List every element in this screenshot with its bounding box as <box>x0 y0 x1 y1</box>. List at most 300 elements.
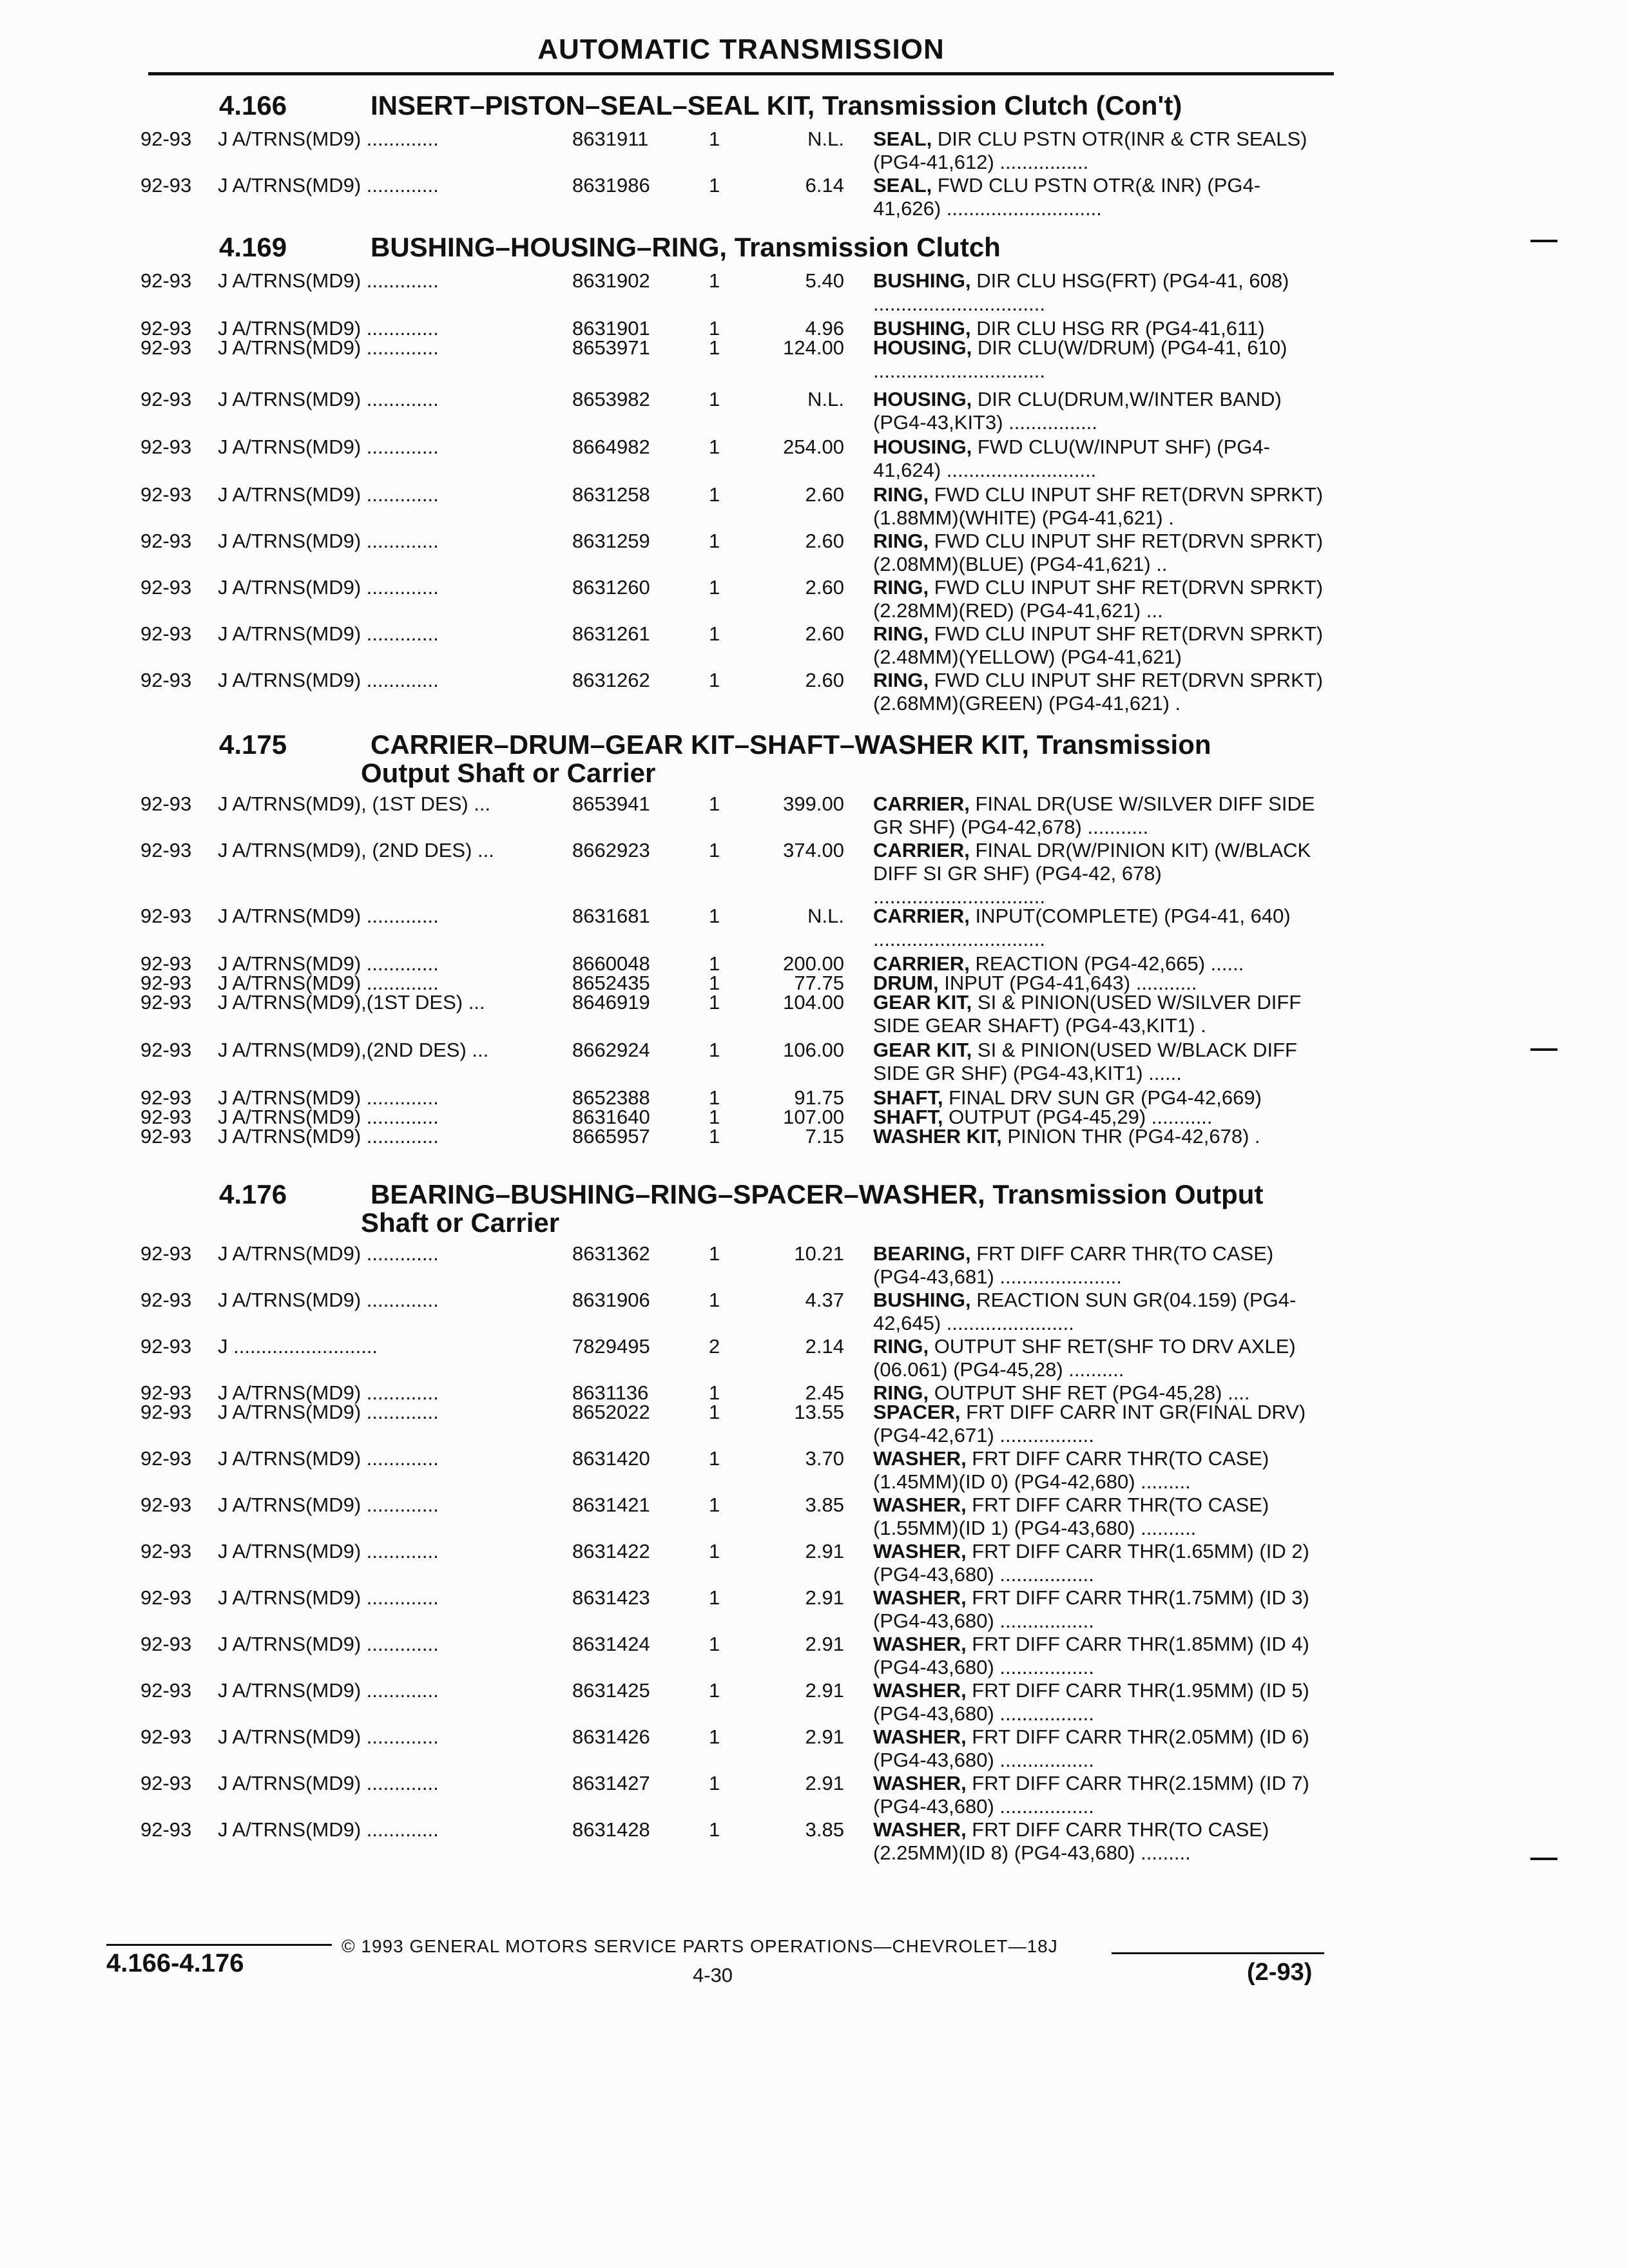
model-usage: J A/TRNS(MD9) ............. <box>218 1540 439 1562</box>
model-usage: J A/TRNS(MD9) ............. <box>218 530 439 552</box>
description <box>873 1586 1324 1633</box>
part-number: 8631906 <box>572 1289 650 1311</box>
description-keyword: WASHER, <box>873 1540 967 1562</box>
description-text: OUTPUT (PG4-45,29) ........... <box>943 1106 1213 1128</box>
quantity: 1 <box>709 483 720 506</box>
model-usage: J A/TRNS(MD9) ............. <box>218 1106 439 1128</box>
quantity: 1 <box>709 1401 720 1423</box>
description <box>873 1447 1324 1494</box>
description-keyword: RING, <box>873 1381 929 1404</box>
description-keyword: BUSHING, <box>873 317 971 340</box>
footer-copyright: © 1993 GENERAL MOTORS SERVICE PARTS OPERATIONS—CHEVROLET—18J <box>342 1936 1058 1956</box>
description <box>873 669 1324 715</box>
quantity: 1 <box>709 1086 720 1109</box>
description-text: FRT DIFF CARR THR(1.95MM) (ID 5) (PG4-43,680) ................. <box>873 1679 1309 1725</box>
model-year: 92-93 <box>140 269 192 292</box>
model-usage: J A/TRNS(MD9) ............. <box>218 1818 439 1841</box>
description-keyword: WASHER, <box>873 1447 967 1470</box>
price: 2.91 <box>805 1586 844 1609</box>
description-keyword: GEAR KIT, <box>873 991 972 1014</box>
description <box>873 128 1324 174</box>
footer-revision: (2-93) <box>1247 1959 1313 1986</box>
model-usage: J A/TRNS(MD9) ............. <box>218 972 439 994</box>
part-number: 8631681 <box>572 905 650 927</box>
part-number: 8631260 <box>572 576 650 599</box>
description <box>873 839 1324 908</box>
model-usage: J A/TRNS(MD9),(1ST DES) ... <box>218 991 485 1014</box>
description <box>873 1335 1324 1381</box>
quantity: 1 <box>709 1494 720 1516</box>
price: 2.60 <box>805 622 844 645</box>
footer-rule <box>106 1944 332 1946</box>
model-usage: J A/TRNS(MD9) ............. <box>218 669 439 691</box>
model-year: 92-93 <box>140 1540 192 1562</box>
description-keyword: BEARING, <box>873 1242 971 1265</box>
description-text: FWD CLU INPUT SHF RET(DRVN SPRKT)(2.28MM)(RED) (PG4-41,621) ... <box>873 576 1324 622</box>
model-year: 92-93 <box>140 1335 192 1358</box>
part-number: 8631640 <box>572 1106 650 1128</box>
price: 2.91 <box>805 1725 844 1748</box>
quantity: 1 <box>709 839 720 861</box>
model-year: 92-93 <box>140 793 192 815</box>
price: 2.60 <box>805 483 844 506</box>
section-title: BUSHING–HOUSING–RING, Transmission Clutch <box>371 232 1001 262</box>
quantity: 1 <box>709 1289 720 1311</box>
model-usage: J A/TRNS(MD9) ............. <box>218 1242 439 1265</box>
quantity: 1 <box>709 1540 720 1562</box>
price: 399.00 <box>783 793 844 815</box>
model-usage: J A/TRNS(MD9) ............. <box>218 1772 439 1794</box>
description-text: FRT DIFF CARR INT GR(FINAL DRV) (PG4-42,671) ................. <box>873 1401 1306 1446</box>
description-keyword: WASHER, <box>873 1494 967 1516</box>
description <box>873 336 1324 383</box>
quantity: 1 <box>709 530 720 552</box>
part-number: 8653971 <box>572 336 650 359</box>
quantity: 1 <box>709 669 720 691</box>
part-number: 8631901 <box>572 317 650 340</box>
description-text: FRT DIFF CARR THR(TO CASE) (2.25MM)(ID 8) (PG4-43,680) ......... <box>873 1818 1269 1864</box>
price: 3.70 <box>805 1447 844 1470</box>
description-text: FWD CLU PSTN OTR(& INR) (PG4-41,626) ............................ <box>873 174 1261 220</box>
quantity: 1 <box>709 1818 720 1841</box>
price: 3.85 <box>805 1494 844 1516</box>
model-usage: J A/TRNS(MD9) ............. <box>218 1289 439 1311</box>
model-year: 92-93 <box>140 1401 192 1423</box>
description-keyword: CARRIER, <box>873 952 970 975</box>
model-usage: J A/TRNS(MD9) ............. <box>218 1494 439 1516</box>
quantity: 1 <box>709 1125 720 1148</box>
footer-section-range: 4.166-4.176 <box>106 1949 244 1977</box>
model-usage: J A/TRNS(MD9) ............. <box>218 388 439 410</box>
description <box>873 1679 1324 1725</box>
part-number: 8631911 <box>572 128 649 150</box>
model-year: 92-93 <box>140 972 192 994</box>
model-year: 92-93 <box>140 991 192 1014</box>
part-number: 8631427 <box>572 1772 650 1794</box>
model-usage: J A/TRNS(MD9) ............. <box>218 952 439 975</box>
model-year: 92-93 <box>140 905 192 927</box>
part-number: 8652388 <box>572 1086 650 1109</box>
section-number: 4.166 <box>219 90 287 120</box>
part-number: 8631136 <box>572 1381 649 1404</box>
part-number: 8631423 <box>572 1586 650 1609</box>
section-title: CARRIER–DRUM–GEAR KIT–SHAFT–WASHER KIT, Transmission <box>371 729 1211 760</box>
model-year: 92-93 <box>140 128 192 150</box>
section-subtitle: Output Shaft or Carrier <box>361 758 656 788</box>
model-year: 92-93 <box>140 1725 192 1748</box>
price: N.L. <box>807 905 844 927</box>
description-keyword: GEAR KIT, <box>873 1039 972 1061</box>
footer-rule <box>1112 1952 1324 1954</box>
model-usage: J A/TRNS(MD9) ............. <box>218 336 439 359</box>
part-number: 8631424 <box>572 1633 650 1655</box>
description-text: FWD CLU INPUT SHF RET(DRVN SPRKT)(2.68MM)(GREEN) (PG4-41,621) . <box>873 669 1324 715</box>
description-text: OUTPUT SHF RET (PG4-45,28) .... <box>929 1381 1250 1404</box>
quantity: 1 <box>709 1242 720 1265</box>
model-year: 92-93 <box>140 576 192 599</box>
model-year: 92-93 <box>140 336 192 359</box>
part-number: 8631426 <box>572 1725 650 1748</box>
description-text: FRT DIFF CARR THR(1.75MM) (ID 3) (PG4-43,680) ................. <box>873 1586 1309 1632</box>
quantity: 1 <box>709 1725 720 1748</box>
description-keyword: HOUSING, <box>873 388 972 410</box>
description <box>873 530 1324 576</box>
description-keyword: SEAL, <box>873 174 932 197</box>
price: 91.75 <box>794 1086 844 1109</box>
part-number: 8652022 <box>572 1401 650 1423</box>
model-year: 92-93 <box>140 622 192 645</box>
page-title: AUTOMATIC TRANSMISSION <box>537 34 945 65</box>
section-title: INSERT–PISTON–SEAL–SEAL KIT, Transmission Clutch (Con't) <box>371 90 1182 120</box>
part-number: 7829495 <box>572 1335 650 1358</box>
quantity: 1 <box>709 952 720 975</box>
description-keyword: SEAL, <box>873 128 932 150</box>
quantity: 1 <box>709 576 720 599</box>
quantity: 1 <box>709 972 720 994</box>
description <box>873 576 1324 622</box>
model-year: 92-93 <box>140 1586 192 1609</box>
part-number: 8631902 <box>572 269 650 292</box>
section-number: 4.169 <box>219 232 287 262</box>
description-text: FINAL DRV SUN GR (PG4-42,669) <box>943 1086 1262 1109</box>
part-number: 8653982 <box>572 388 650 410</box>
model-usage: J A/TRNS(MD9) ............. <box>218 436 439 458</box>
description-text: FRT DIFF CARR THR(2.05MM) (ID 6) (PG4-43,680) ................. <box>873 1725 1309 1771</box>
part-number: 8631428 <box>572 1818 650 1841</box>
part-number: 8631425 <box>572 1679 650 1702</box>
model-year: 92-93 <box>140 1381 192 1404</box>
model-year: 92-93 <box>140 1494 192 1516</box>
description-text: PINION THR (PG4-42,678) . <box>1001 1125 1260 1148</box>
footer-page-number: 4-30 <box>693 1964 733 1986</box>
model-year: 92-93 <box>140 1633 192 1655</box>
description <box>873 905 1324 951</box>
model-usage: J A/TRNS(MD9) ............. <box>218 1725 439 1748</box>
price: N.L. <box>807 128 844 150</box>
description-keyword: RING, <box>873 1335 929 1358</box>
description <box>873 622 1324 669</box>
description-keyword: HOUSING, <box>873 436 972 458</box>
model-usage: J A/TRNS(MD9) ............. <box>218 1679 439 1702</box>
description-keyword: DRUM, <box>873 972 939 994</box>
model-usage: J A/TRNS(MD9) ............. <box>218 1125 439 1148</box>
margin-tick <box>1530 1048 1557 1051</box>
price: 7.15 <box>805 1125 844 1148</box>
description <box>873 1401 1324 1447</box>
quantity: 1 <box>709 269 720 292</box>
description-keyword: CARRIER, <box>873 905 970 927</box>
description-text: DIR CLU HSG RR (PG4-41,611) <box>970 317 1265 340</box>
model-year: 92-93 <box>140 1039 192 1061</box>
model-year: 92-93 <box>140 1289 192 1311</box>
description-text: FWD CLU INPUT SHF RET(DRVN SPRKT)(1.88MM)(WHITE) (PG4-41,621) . <box>873 483 1324 529</box>
description-text: DIR CLU PSTN OTR(INR & CTR SEALS) (PG4-41,612) ................ <box>873 128 1307 173</box>
model-year: 92-93 <box>140 174 192 197</box>
model-usage: J A/TRNS(MD9) ............. <box>218 269 439 292</box>
price: 124.00 <box>783 336 844 359</box>
description <box>873 1633 1324 1679</box>
description-keyword: SPACER, <box>873 1401 961 1423</box>
quantity: 1 <box>709 436 720 458</box>
part-number: 8646919 <box>572 991 650 1014</box>
quantity: 1 <box>709 1039 720 1061</box>
description-text: SI & PINION(USED W/SILVER DIFF SIDE GEAR SHAFT) (PG4-43,KIT1) . <box>873 991 1302 1037</box>
model-usage: J A/TRNS(MD9) ............. <box>218 128 439 150</box>
price: 107.00 <box>783 1106 844 1128</box>
header-rule <box>148 72 1334 75</box>
quantity: 1 <box>709 1633 720 1655</box>
description-keyword: RING, <box>873 483 929 506</box>
description-keyword: RING, <box>873 530 929 552</box>
section-number: 4.175 <box>219 729 287 760</box>
model-year: 92-93 <box>140 1086 192 1109</box>
model-year: 92-93 <box>140 530 192 552</box>
quantity: 1 <box>709 1679 720 1702</box>
model-usage: J A/TRNS(MD9) ............. <box>218 1086 439 1109</box>
description <box>873 991 1324 1037</box>
description-keyword: WASHER KIT, <box>873 1125 1002 1148</box>
description-keyword: WASHER, <box>873 1725 967 1748</box>
description-text: FRT DIFF CARR THR(1.85MM) (ID 4) (PG4-43,680) ................. <box>873 1633 1309 1678</box>
description-keyword: CARRIER, <box>873 793 970 815</box>
description <box>873 1725 1324 1772</box>
model-year: 92-93 <box>140 317 192 340</box>
description <box>873 1540 1324 1586</box>
price: 200.00 <box>783 952 844 975</box>
part-number: 8662924 <box>572 1039 650 1061</box>
price: 106.00 <box>783 1039 844 1061</box>
model-usage: J A/TRNS(MD9) ............. <box>218 317 439 340</box>
part-number: 8652435 <box>572 972 650 994</box>
description-keyword: BUSHING, <box>873 1289 971 1311</box>
part-number: 8631262 <box>572 669 650 691</box>
quantity: 1 <box>709 336 720 359</box>
description-text: FINAL DR(USE W/SILVER DIFF SIDE GR SHF) (PG4-42,678) ........... <box>873 793 1315 838</box>
description-keyword: RING, <box>873 669 929 691</box>
description-keyword: WASHER, <box>873 1772 967 1794</box>
price: 2.91 <box>805 1540 844 1562</box>
margin-tick <box>1530 1858 1557 1860</box>
margin-tick <box>1530 240 1557 242</box>
model-year: 92-93 <box>140 1447 192 1470</box>
price: 2.91 <box>805 1633 844 1655</box>
section-title: BEARING–BUSHING–RING–SPACER–WASHER, Transmission Output <box>371 1179 1264 1209</box>
description-text: OUTPUT SHF RET(SHF TO DRV AXLE)(06.061) (PG4-45,28) .......... <box>873 1335 1296 1381</box>
quantity: 1 <box>709 991 720 1014</box>
part-number: 8664982 <box>572 436 650 458</box>
description-text: FRT DIFF CARR THR(TO CASE) (1.55MM)(ID 1) (PG4-43,680) .......... <box>873 1494 1269 1539</box>
model-usage: J A/TRNS(MD9) ............. <box>218 905 439 927</box>
model-usage: J A/TRNS(MD9) ............. <box>218 1633 439 1655</box>
description-keyword: SHAFT, <box>873 1086 943 1109</box>
model-year: 92-93 <box>140 1106 192 1128</box>
part-number: 8631362 <box>572 1242 650 1265</box>
description-text: FRT DIFF CARR THR(1.65MM) (ID 2) (PG4-43,680) ................. <box>873 1540 1309 1586</box>
part-number: 8631422 <box>572 1540 650 1562</box>
description-text: SI & PINION(USED W/BLACK DIFF SIDE GR SHF) (PG4-43,KIT1) ...... <box>873 1039 1297 1084</box>
model-year: 92-93 <box>140 483 192 506</box>
model-usage: J A/TRNS(MD9) ............. <box>218 1381 439 1404</box>
part-number: 8631261 <box>572 622 650 645</box>
description <box>873 483 1324 530</box>
description-text: FWD CLU INPUT SHF RET(DRVN SPRKT)(2.08MM)(BLUE) (PG4-41,621) .. <box>873 530 1324 575</box>
quantity: 1 <box>709 388 720 410</box>
description-text: FRT DIFF CARR THR(2.15MM) (ID 7) (PG4-43,680) ................. <box>873 1772 1309 1818</box>
price: 77.75 <box>794 972 844 994</box>
quantity: 1 <box>709 622 720 645</box>
price: 2.60 <box>805 669 844 691</box>
model-usage: J A/TRNS(MD9), (1ST DES) ... <box>218 793 491 815</box>
price: 2.14 <box>805 1335 844 1358</box>
price: 2.91 <box>805 1772 844 1794</box>
description <box>873 793 1324 839</box>
quantity: 1 <box>709 174 720 197</box>
description <box>873 1772 1324 1818</box>
model-usage: J A/TRNS(MD9),(2ND DES) ... <box>218 1039 489 1061</box>
description-keyword: WASHER, <box>873 1818 967 1841</box>
model-usage: J A/TRNS(MD9) ............. <box>218 622 439 645</box>
price: 2.60 <box>805 530 844 552</box>
description-text: FRT DIFF CARR THR(TO CASE) (PG4-43,681) ...................... <box>873 1242 1274 1288</box>
quantity: 1 <box>709 317 720 340</box>
description-keyword: RING, <box>873 622 929 645</box>
quantity: 1 <box>709 1772 720 1794</box>
quantity: 1 <box>709 905 720 927</box>
description-text: FRT DIFF CARR THR(TO CASE) (1.45MM)(ID 0) (PG4-42,680) ......... <box>873 1447 1269 1493</box>
description <box>873 269 1324 316</box>
part-number: 8660048 <box>572 952 650 975</box>
price: 4.37 <box>805 1289 844 1311</box>
part-number: 8653941 <box>572 793 650 815</box>
description-text: FWD CLU(W/INPUT SHF) (PG4-41,624) ........................... <box>873 436 1270 481</box>
description <box>873 1494 1324 1540</box>
price: 104.00 <box>783 991 844 1014</box>
part-number: 8631420 <box>572 1447 650 1470</box>
description-keyword: WASHER, <box>873 1679 967 1702</box>
description <box>873 1125 1324 1148</box>
description-keyword: CARRIER, <box>873 839 970 861</box>
description-keyword: HOUSING, <box>873 336 972 359</box>
model-usage: J A/TRNS(MD9) ............. <box>218 483 439 506</box>
description <box>873 436 1324 482</box>
description <box>873 1289 1324 1335</box>
description-text: INPUT(COMPLETE) (PG4-41, 640) ............................... <box>873 905 1291 950</box>
description-text: FINAL DR(W/PINION KIT) (W/BLACK DIFF SI GR SHF) (PG4-42, 678) ............................... <box>873 839 1311 908</box>
description-keyword: WASHER, <box>873 1633 967 1655</box>
description-text: DIR CLU(W/DRUM) (PG4-41, 610) ............................... <box>873 336 1287 382</box>
model-year: 92-93 <box>140 436 192 458</box>
quantity: 1 <box>709 1106 720 1128</box>
part-number: 8631259 <box>572 530 650 552</box>
description <box>873 388 1324 434</box>
part-number: 8631986 <box>572 174 650 197</box>
model-usage: J A/TRNS(MD9) ............. <box>218 174 439 197</box>
description <box>873 1818 1324 1865</box>
section-subtitle: Shaft or Carrier <box>361 1207 560 1238</box>
price: N.L. <box>807 388 844 410</box>
price: 254.00 <box>783 436 844 458</box>
description <box>873 1242 1324 1289</box>
quantity: 1 <box>709 1586 720 1609</box>
model-usage: J A/TRNS(MD9) ............. <box>218 1447 439 1470</box>
model-year: 92-93 <box>140 1242 192 1265</box>
quantity: 1 <box>709 128 720 150</box>
price: 2.60 <box>805 576 844 599</box>
price: 2.91 <box>805 1679 844 1702</box>
quantity: 1 <box>709 1381 720 1404</box>
model-usage: J A/TRNS(MD9), (2ND DES) ... <box>218 839 494 861</box>
model-usage: J A/TRNS(MD9) ............. <box>218 1586 439 1609</box>
part-number: 8631421 <box>572 1494 650 1516</box>
model-usage: J A/TRNS(MD9) ............. <box>218 576 439 599</box>
description-text: FWD CLU INPUT SHF RET(DRVN SPRKT)(2.48MM)(YELLOW) (PG4-41,621) <box>873 622 1324 668</box>
part-number: 8662923 <box>572 839 650 861</box>
price: 13.55 <box>794 1401 844 1423</box>
description-keyword: BUSHING, <box>873 269 971 292</box>
description-keyword: WASHER, <box>873 1586 967 1609</box>
part-number: 8665957 <box>572 1125 650 1148</box>
quantity: 1 <box>709 1447 720 1470</box>
quantity: 2 <box>709 1335 720 1358</box>
model-year: 92-93 <box>140 669 192 691</box>
price: 374.00 <box>783 839 844 861</box>
quantity: 1 <box>709 793 720 815</box>
description-text: REACTION (PG4-42,665) ...... <box>969 952 1244 975</box>
part-number: 8631258 <box>572 483 650 506</box>
price: 6.14 <box>805 174 844 197</box>
price: 4.96 <box>805 317 844 340</box>
description-text: REACTION SUN GR(04.159) (PG4-42,645) ....................... <box>873 1289 1296 1334</box>
description-text: DIR CLU(DRUM,W/INTER BAND) (PG4-43,KIT3) ................ <box>873 388 1282 434</box>
model-year: 92-93 <box>140 839 192 861</box>
model-year: 92-93 <box>140 1679 192 1702</box>
model-year: 92-93 <box>140 952 192 975</box>
description-keyword: SHAFT, <box>873 1106 943 1128</box>
price: 2.45 <box>805 1381 844 1404</box>
description <box>873 1039 1324 1085</box>
price: 10.21 <box>794 1242 844 1265</box>
price: 3.85 <box>805 1818 844 1841</box>
model-year: 92-93 <box>140 1818 192 1841</box>
description <box>873 174 1324 220</box>
model-year: 92-93 <box>140 1125 192 1148</box>
price: 5.40 <box>805 269 844 292</box>
description-text: INPUT (PG4-41,643) ........... <box>938 972 1197 994</box>
section-number: 4.176 <box>219 1179 287 1209</box>
model-year: 92-93 <box>140 1772 192 1794</box>
model-usage: J .......................... <box>218 1335 378 1358</box>
model-usage: J A/TRNS(MD9) ............. <box>218 1401 439 1423</box>
